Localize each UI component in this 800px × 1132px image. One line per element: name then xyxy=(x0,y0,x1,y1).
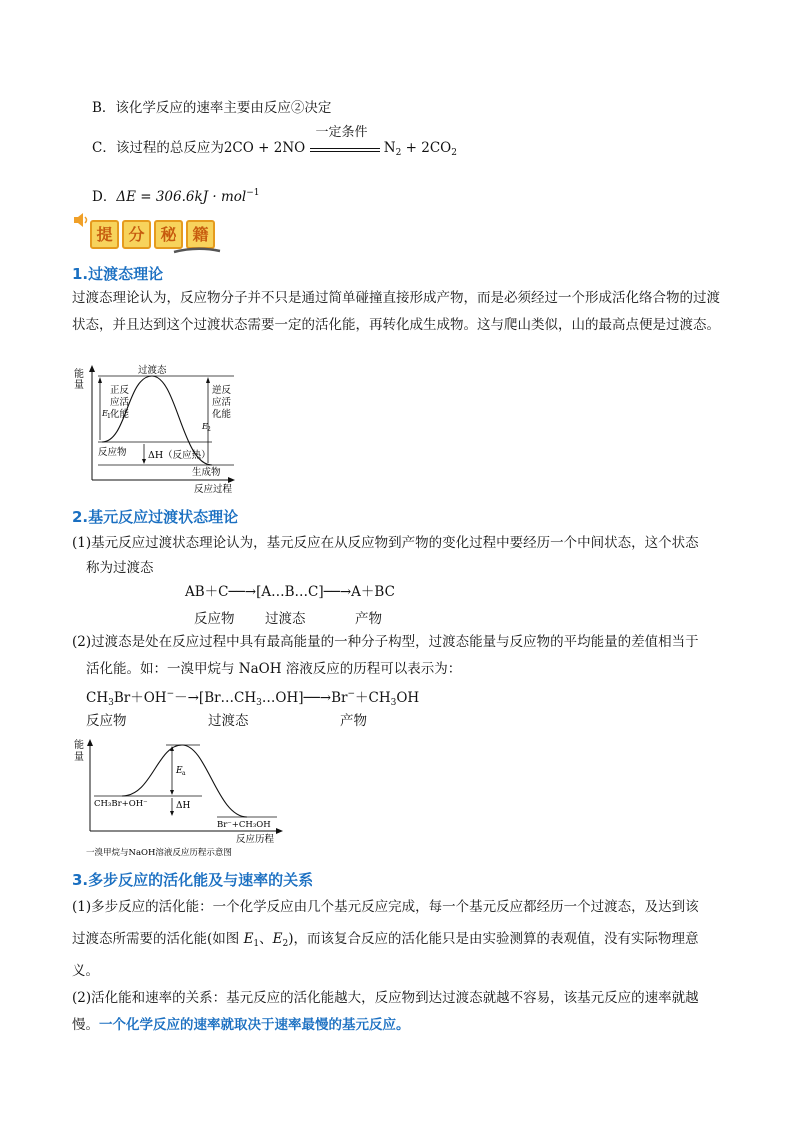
eq1-label-product: 产物 xyxy=(355,611,382,627)
section2-item1-line1: (1)基元反应过渡状态理论认为，基元反应在从反应物到产物的变化过程中要经历一个中间状态，这个状态 xyxy=(72,535,699,551)
section3-item1-line3: 义。 xyxy=(72,963,99,979)
diagram1-x-label: 反应过程 xyxy=(194,484,233,494)
eq2-label-product: 产物 xyxy=(340,713,367,729)
diagram1-y-label-2: 量 xyxy=(74,380,84,391)
diagram1-product-label: 生成物 xyxy=(192,467,221,478)
equilibrium-arrow xyxy=(310,124,380,159)
eq1-label-reactant: 反应物 xyxy=(194,611,235,627)
option-d: D．ΔE = 306.6kJ · mol$^{-1}$ xyxy=(92,188,260,205)
diagram2-y-label-1: 能 xyxy=(74,740,84,751)
diagram1-forward-label-1: 正反 xyxy=(110,385,130,396)
diagram2-ea-label: E xyxy=(176,766,183,776)
section1-text: 过渡态理论认为，反应物分子并不只是通过简单碰撞直接形成产物，而是必须经过一个形成活化络合物的过渡状态，并且达到这个过渡状态需要一定的活化能，再转化成生成物。这与爬山类似，山的最高点便是过渡态。 xyxy=(72,290,720,333)
diagram1-reverse-label-1: 逆反 xyxy=(212,385,232,396)
speaker-icon xyxy=(72,212,90,228)
diagram1-e1-label: E xyxy=(102,409,108,418)
diagram1-peak-label: 过渡态 xyxy=(138,365,167,376)
badge-char-4: 籍 xyxy=(186,220,215,249)
diagram2-product-label: Br⁻+CH₃OH xyxy=(217,820,271,830)
badge-char-2: 分 xyxy=(122,220,151,249)
tips-badge xyxy=(72,210,232,256)
diagram1-forward-label-3: 化能 xyxy=(110,409,130,420)
diagram2-reactant-label: CH₃Br+OH⁻ xyxy=(94,799,148,809)
eq1-label-ts: 过渡态 xyxy=(265,611,306,627)
section2-item2-line2: 活化能。如：一溴甲烷与 NaOH 溶液反应的历程可以表示为： xyxy=(86,661,462,677)
diagram1-e2-sub: 2 xyxy=(207,426,211,433)
section2-title: 2.基元反应过渡状态理论 xyxy=(72,508,239,526)
option-c-prefix: C．该过程的总反应为 xyxy=(92,140,224,156)
diagram2-caption: 一溴甲烷与NaOH溶液反应历程示意图 xyxy=(86,848,232,858)
section2-equation1: AB＋C──→[A…B…C]──→A＋BC xyxy=(185,584,395,600)
diagram1-forward-label-2: 应活 xyxy=(110,397,130,408)
diagram1-e2-label: E xyxy=(202,422,208,431)
diagram2-dh-label: ΔH xyxy=(176,801,191,811)
bromomethane-energy-diagram xyxy=(72,736,292,858)
badge-char-1: 提 xyxy=(90,220,119,249)
brush-stroke-decoration xyxy=(172,246,222,256)
option-c xyxy=(92,124,457,163)
section2-equation2: $CH_3Br+OH^--\to[Br\dots CH_3\dots OH]──\to Br^-+CH_3OH$ xyxy=(86,689,420,708)
diagram2-y-label-2: 量 xyxy=(74,752,84,763)
option-c-lhs: 2CO + 2NO xyxy=(223,140,306,156)
badge-char-3: 秘 xyxy=(154,220,183,249)
condition-label: 一定条件 xyxy=(315,124,368,140)
section3-item1-line1: (1)多步反应的活化能：一个化学反应由几个基元反应完成，每一个基元反应都经历一个过渡态，及达到该 xyxy=(72,899,699,915)
diagram1-reverse-label-3: 化能 xyxy=(212,409,232,420)
section3-item2-line1: (2)活化能和速率的关系：基元反应的活化能越大，反应物到达过渡态就越不容易，该基元反应的速率就越 xyxy=(72,990,699,1006)
option-c-rhs: $N_2 + 2CO_2$ xyxy=(383,140,457,158)
section1-title: 1.过渡态理论 xyxy=(72,265,164,283)
diagram1-dh-label: ΔH（反应热） xyxy=(148,450,211,461)
section2-item1-line2: 称为过渡态 xyxy=(86,560,154,576)
section3-item1-line2: 过渡态所需要的活化能(如图 $E_1$、$E_2$)，而该复合反应的活化能只是由实验测算的表观值，没有实际物理意 xyxy=(72,931,699,949)
diagram1-reverse-label-2: 应活 xyxy=(212,397,232,408)
diagram1-e1-sub: 1 xyxy=(107,413,111,420)
diagram2-ea-sub: a xyxy=(182,770,186,777)
key-conclusion-highlight: 一个化学反应的速率就取决于速率最慢的基元反应。 xyxy=(99,1017,410,1033)
diagram1-y-label-1: 能 xyxy=(74,369,84,380)
eq2-label-ts: 过渡态 xyxy=(208,713,249,729)
section3-item2-line2: 慢。一个化学反应的速率就取决于速率最慢的基元反应。 xyxy=(72,1017,410,1033)
transition-state-energy-diagram xyxy=(72,362,242,494)
section3-title: 3.多步反应的活化能及与速率的关系 xyxy=(72,871,314,889)
option-b: B．该化学反应的速率主要由反应②决定 xyxy=(92,100,332,116)
diagram1-reactant-label: 反应物 xyxy=(98,447,127,458)
section2-item2-line1: (2)过渡态是处在反应过程中具有最高能量的一种分子构型，过渡态能量与反应物的平均能量的差值相当于 xyxy=(72,634,699,650)
diagram2-x-label: 反应历程 xyxy=(236,834,275,845)
eq2-label-reactant: 反应物 xyxy=(86,713,127,729)
